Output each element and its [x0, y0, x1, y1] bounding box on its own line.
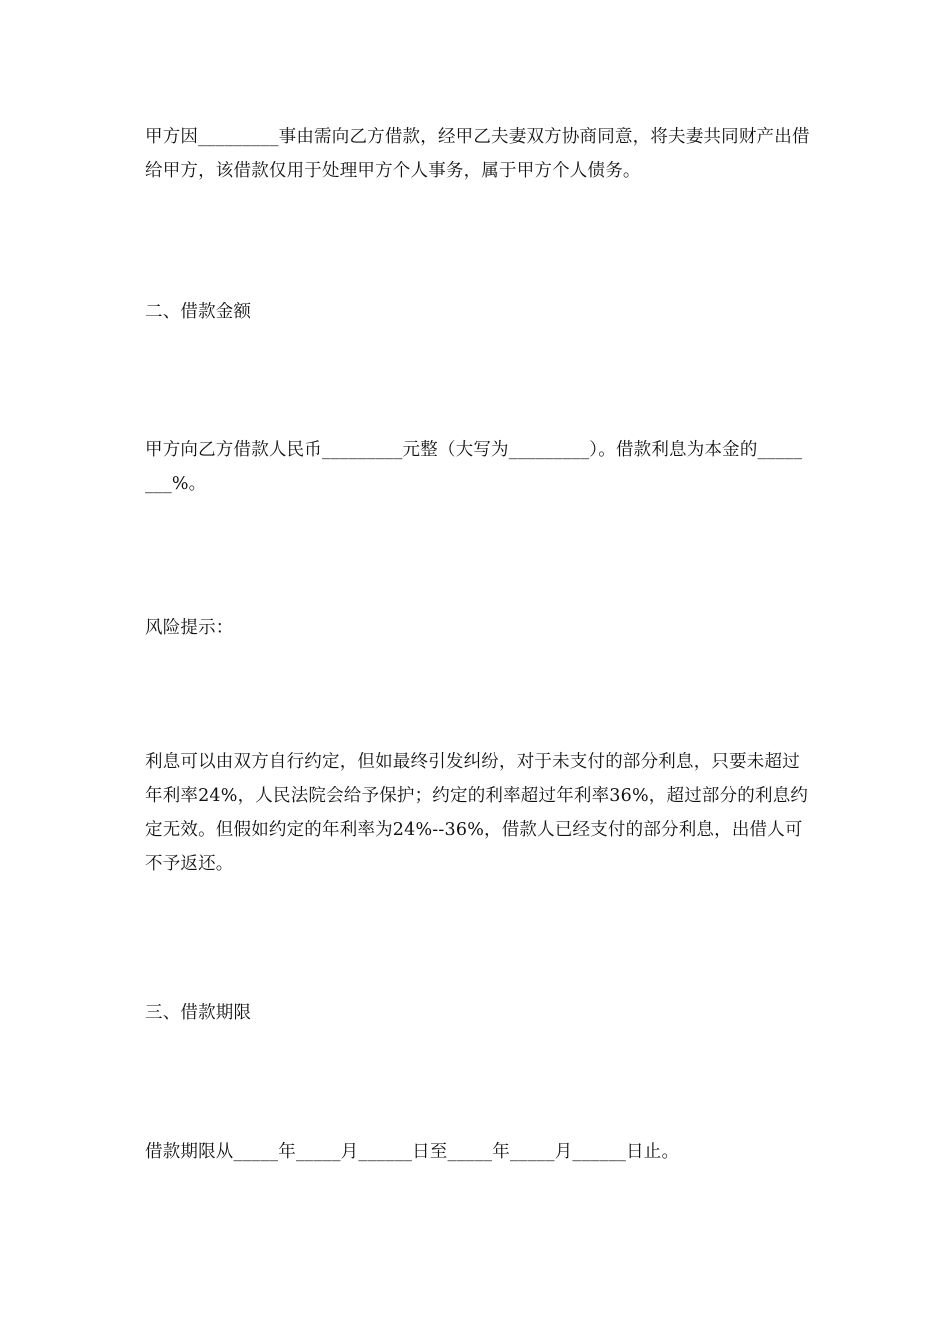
paragraph-loan-term: 借款期限从_____年_____月______日至_____年_____月______日止。	[145, 1142, 680, 1162]
heading-loan-term: 三、借款期限	[145, 1003, 252, 1023]
heading-loan-amount: 二、借款金额	[145, 302, 252, 322]
paragraph-loan-amount: 甲方向乙方借款人民币_________元整（大写为_________）。借款利息为本金的________%。	[145, 440, 803, 494]
paragraph-risk-notice: 利息可以由双方自行约定，但如最终引发纠纷，对于未支付的部分利息，只要未超过年利率24%，人民法院会给予保护；约定的利率超过年利率36%，超过部分的利息约定无效。但假如约定的年利率为24%--36%，借款人已经支付的部分利息，出借人可不予返还。	[145, 752, 809, 874]
risk-notice-label: 风险提示：	[145, 618, 234, 638]
paragraph-loan-reason: 甲方因_________事由需向乙方借款，经甲乙夫妻双方协商同意，将夫妻共同财产出借给甲方，该借款仅用于处理甲方个人事务，属于甲方个人债务。	[145, 127, 810, 181]
